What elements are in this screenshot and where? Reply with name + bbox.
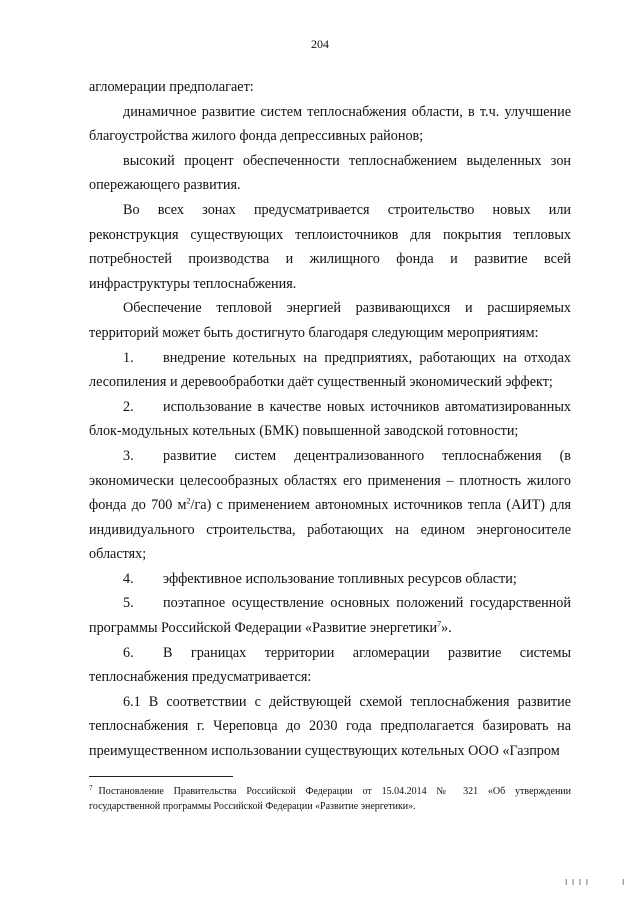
paragraph: агломерации предполагает: bbox=[89, 79, 254, 95]
footnote-reference: 7 bbox=[437, 619, 442, 629]
list-item-number: 3. bbox=[123, 447, 134, 464]
paragraph: высокий процент обеспеченности теплоснабжением выделенных зон опережающего развития. bbox=[89, 152, 571, 194]
list-item bbox=[89, 641, 571, 690]
superscript: 2 bbox=[186, 496, 191, 506]
list-item-number: 4. bbox=[123, 570, 134, 587]
list-item-text: В границах территории агломерации развитие системы теплоснабжения предусматривается: bbox=[89, 644, 571, 686]
footnote bbox=[89, 784, 571, 814]
scan-mark: I bbox=[622, 878, 625, 887]
scan-mark: I I I I bbox=[565, 878, 590, 887]
list-item-number: 2. bbox=[123, 398, 134, 415]
list-item-text: развитие систем децентрализованного теплоснабжения (в экономически целесообразных областях его применения – плотность жилого фонда до 700 м bbox=[89, 447, 571, 514]
paragraph: 6.1 В соответствии с действующей схемой теплоснабжения развитие теплоснабжения г. Череповца до 2030 года предполагается базировать на преимущественном использовании существующих котельных ООО «Газпром bbox=[89, 693, 571, 760]
list-item-text: /га) с применением автономных источников тепла (АИТ) для индивидуального строительства, работающих на едином энергоносителе областях; bbox=[89, 497, 571, 563]
list-item-number: 5. bbox=[123, 595, 134, 612]
footnote-text: Постановление Правительства Российской Федерации от 15.04.2014 № 321 «Об утверждении государственной программы Российской Федерации «Развитие энергетики». bbox=[89, 786, 571, 812]
list-item bbox=[89, 591, 571, 640]
list-item-number: 6. bbox=[123, 644, 134, 661]
list-item-text: внедрение котельных на предприятиях, работающих на отходах лесопиления и деревообработки даёт существенный экономический эффект; bbox=[89, 349, 571, 391]
list-item-text: ». bbox=[441, 620, 452, 637]
footnote-mark: 7 bbox=[89, 783, 93, 792]
footnote-separator bbox=[89, 776, 233, 777]
page-number: 204 bbox=[311, 37, 329, 51]
list-item bbox=[89, 444, 571, 567]
list-item bbox=[89, 395, 571, 444]
paragraph: Обеспечение тепловой энергией развивающихся и расширяемых территорий может быть достигнуто благодаря следующим мероприятиям: bbox=[89, 300, 571, 341]
list-item-number: 1. bbox=[123, 349, 134, 366]
paragraph: Во всех зонах предусматривается строительство новых или реконструкция существующих теплоисточников для покрытия тепловых потребностей производства и жилищного фонда и развитие всей инфраструктуры теплоснабжения. bbox=[89, 201, 571, 292]
list-item bbox=[89, 567, 571, 592]
document-body bbox=[89, 75, 571, 764]
list-item bbox=[89, 346, 571, 395]
paragraph: динамичное развитие систем теплоснабжения области, в т.ч. улучшение благоустройства жилого фонда депрессивных районов; bbox=[89, 103, 571, 145]
list-item-text: эффективное использование топливных ресурсов области; bbox=[163, 570, 517, 587]
list-item-text: использование в качестве новых источников автоматизированных блок-модульных котельных (БМК) повышенной заводской готовности; bbox=[89, 398, 571, 440]
list-item-text: поэтапное осуществление основных положений государственной программы Российской Федерации «Развитие энергетики bbox=[89, 595, 571, 637]
